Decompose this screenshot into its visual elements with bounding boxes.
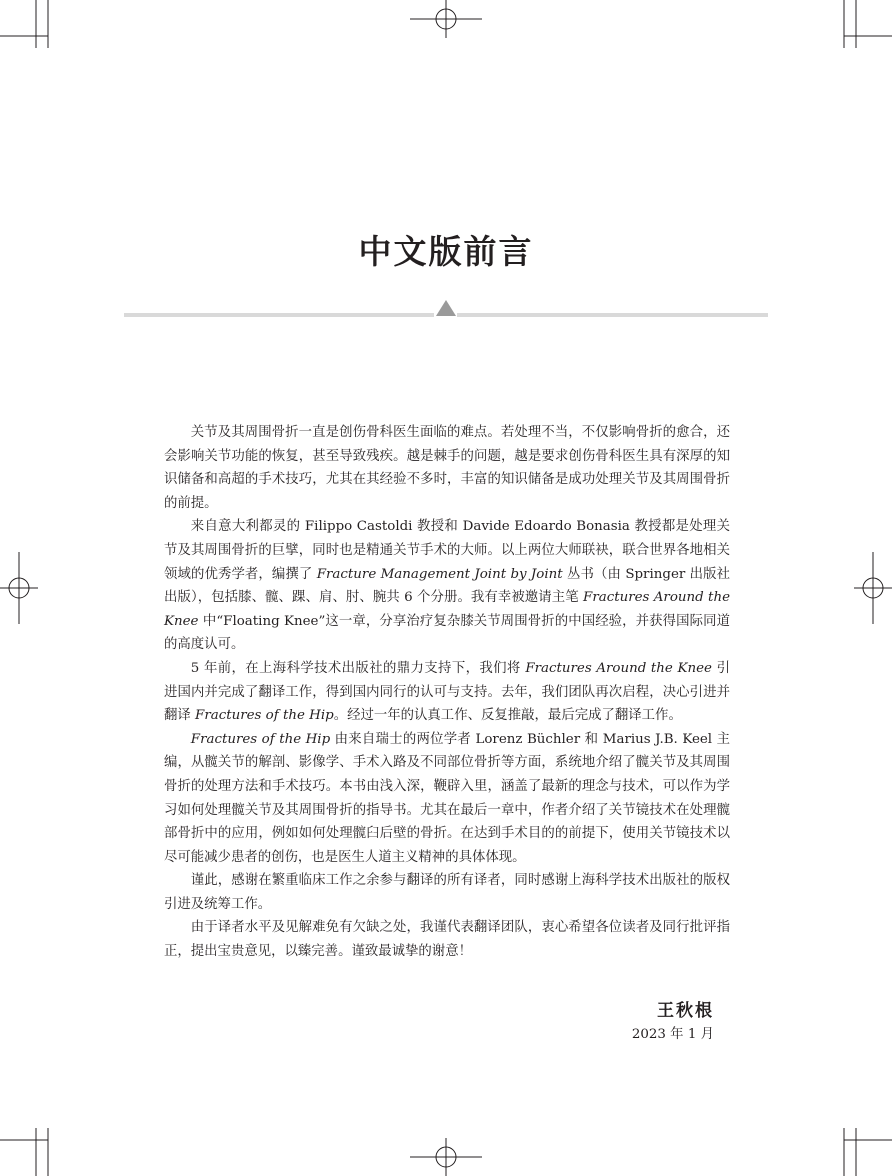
paragraph-text: 中“Floating Knee”这一章，分享治疗复杂膝关节周围骨折的中国经验，并获得国际同道的高度认可。 <box>164 613 730 653</box>
page-title: 中文版前言 <box>358 232 534 271</box>
paragraph-text: 来自意大利都灵的 Filippo Castoldi 教授和 Davide Edoardo Bonasia 教授都是处理关节及其周围骨折的巨擘，同时也是精通关节手术的大师。以上两位大师联袂，联合世界各地相关领域的优秀学者，编撰了 <box>164 519 730 582</box>
book-title: Fracture Management Joint by Joint <box>316 566 563 582</box>
paragraph <box>164 869 730 916</box>
signature-block <box>632 997 714 1045</box>
paragraph-text: 由于译者水平及见解难免有欠缺之处，我谨代表翻译团队，衷心希望各位读者及同行批评指正，提出宝贵意见，以臻完善。谨致最诚挚的谢意！ <box>164 920 730 960</box>
paragraph-text: 引进国内并完成了翻译工作，得到国内同行的认可与支持。去年，我们团队再次启程，决心引进并翻译 <box>164 660 730 724</box>
signature-date: 2023 年 1 月 <box>631 1027 714 1042</box>
paragraph <box>164 657 730 728</box>
paragraph <box>164 515 730 657</box>
paragraph <box>164 421 730 515</box>
paragraph <box>164 916 730 963</box>
book-title: Fractures Around the Knee <box>525 660 712 676</box>
paragraph-text: 。经过一年的认真工作、反复推敲，最后完成了翻译工作。 <box>333 708 682 724</box>
paragraph-text: 丛书（由 Springer 出版社出版），包括膝、髋、踝、肩、肘、腕共 6 个分册。我有幸被邀请主笔 <box>164 566 730 606</box>
paragraph-text: 关节及其周围骨折一直是创伤骨科医生面临的难点。若处理不当，不仅影响骨折的愈合，还会影响关节功能的恢复，甚至导致残疾。越是棘手的问题，越是要求创伤骨科医生具有深厚的知识储备和高超的手术技巧，尤其在其经验不多时，丰富的知识储备是成功处理关节及其周围骨折的前提。 <box>164 425 730 511</box>
triangle-ornament-icon <box>436 300 456 316</box>
preface-body <box>164 421 730 964</box>
title-divider-right <box>457 313 768 317</box>
paragraph-text: 谨此，感谢在繁重临床工作之余参与翻译的所有译者，同时感谢上海科学技术出版社的版权引进及统筹工作。 <box>164 873 730 912</box>
paragraph-text: 由来自瑞士的两位学者 Lorenz Büchler 和 Marius J.B. Keel 主编，从髋关节的解剖、影像学、手术入路及不同部位骨折等方面，系统地介绍了髋关节及其周围骨折的处理方法和手术技巧。本书由浅入深，鞭辟入里，涵盖了最新的理念与技术，可以作为学习如何处理髋关节及其周围骨折的指导书。尤其在最后一章中，作者介绍了关节镜技术在处理髋部骨折中的应用，例如如何处理髋臼后壁的骨折。在达到手术目的的前提下，使用关节镜技术以尽可能减少患者的创伤，也是医生人道主义精神的具体体现。 <box>164 731 730 865</box>
book-title: Fractures of the Hip <box>195 708 334 724</box>
title-divider-left <box>124 313 434 317</box>
paragraph <box>164 728 730 870</box>
author-name: 王秋根 <box>657 1001 714 1021</box>
book-title: Fractures of the Hip <box>190 731 331 747</box>
paragraph-text: 5 年前，在上海科学技术出版社的鼎力支持下，我们将 <box>190 660 526 676</box>
book-title: Fractures Around the Knee <box>164 590 730 629</box>
